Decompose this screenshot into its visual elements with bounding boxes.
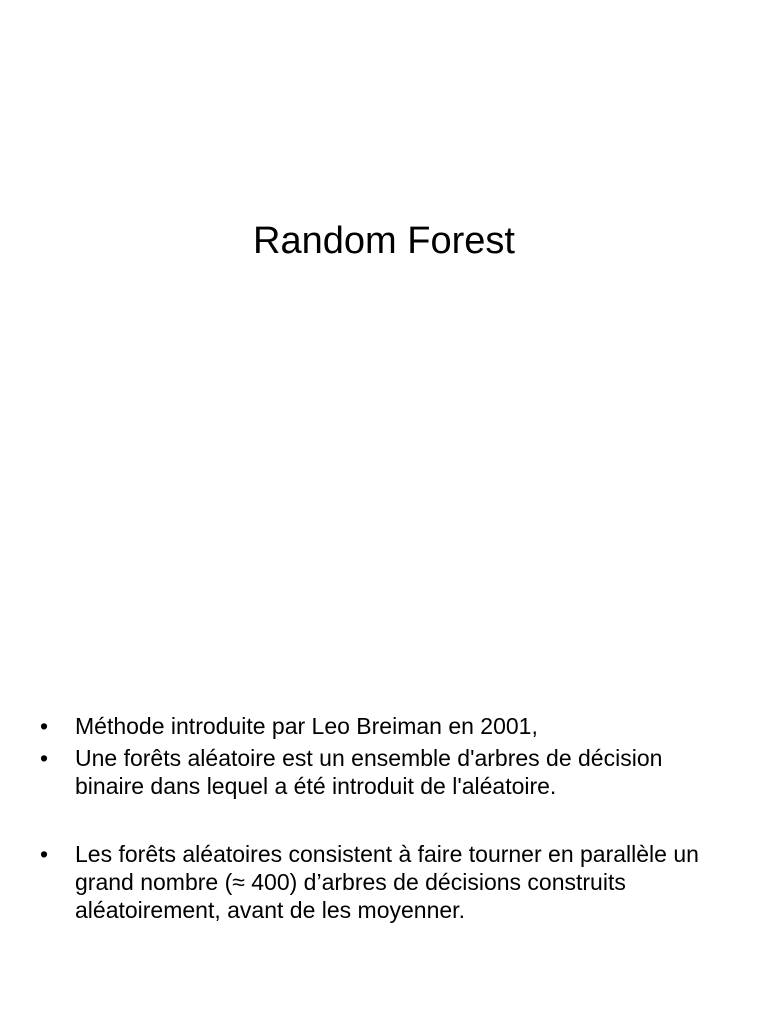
bullet-item <box>40 744 730 800</box>
bullet-dot-icon: • <box>40 713 49 739</box>
bullet-item <box>40 712 730 740</box>
bullet-dot-icon: • <box>40 745 49 771</box>
bullet-text: Une forêts aléatoire est un ensemble d'arbres de décision binaire dans lequel a été introduit de l'aléatoire. <box>75 745 663 799</box>
slide-title: Random Forest <box>253 220 515 262</box>
bullet-item <box>40 840 730 924</box>
bullet-text: Les forêts aléatoires consistent à faire tourner en parallèle un grand nombre (≈ 400) d’arbres de décisions construits aléatoirement, avant de les moyenner. <box>75 841 699 923</box>
bullet-dot-icon: • <box>40 841 49 867</box>
bullet-text: Méthode introduite par Leo Breiman en 2001, <box>75 713 538 739</box>
bullet-list <box>40 712 730 928</box>
